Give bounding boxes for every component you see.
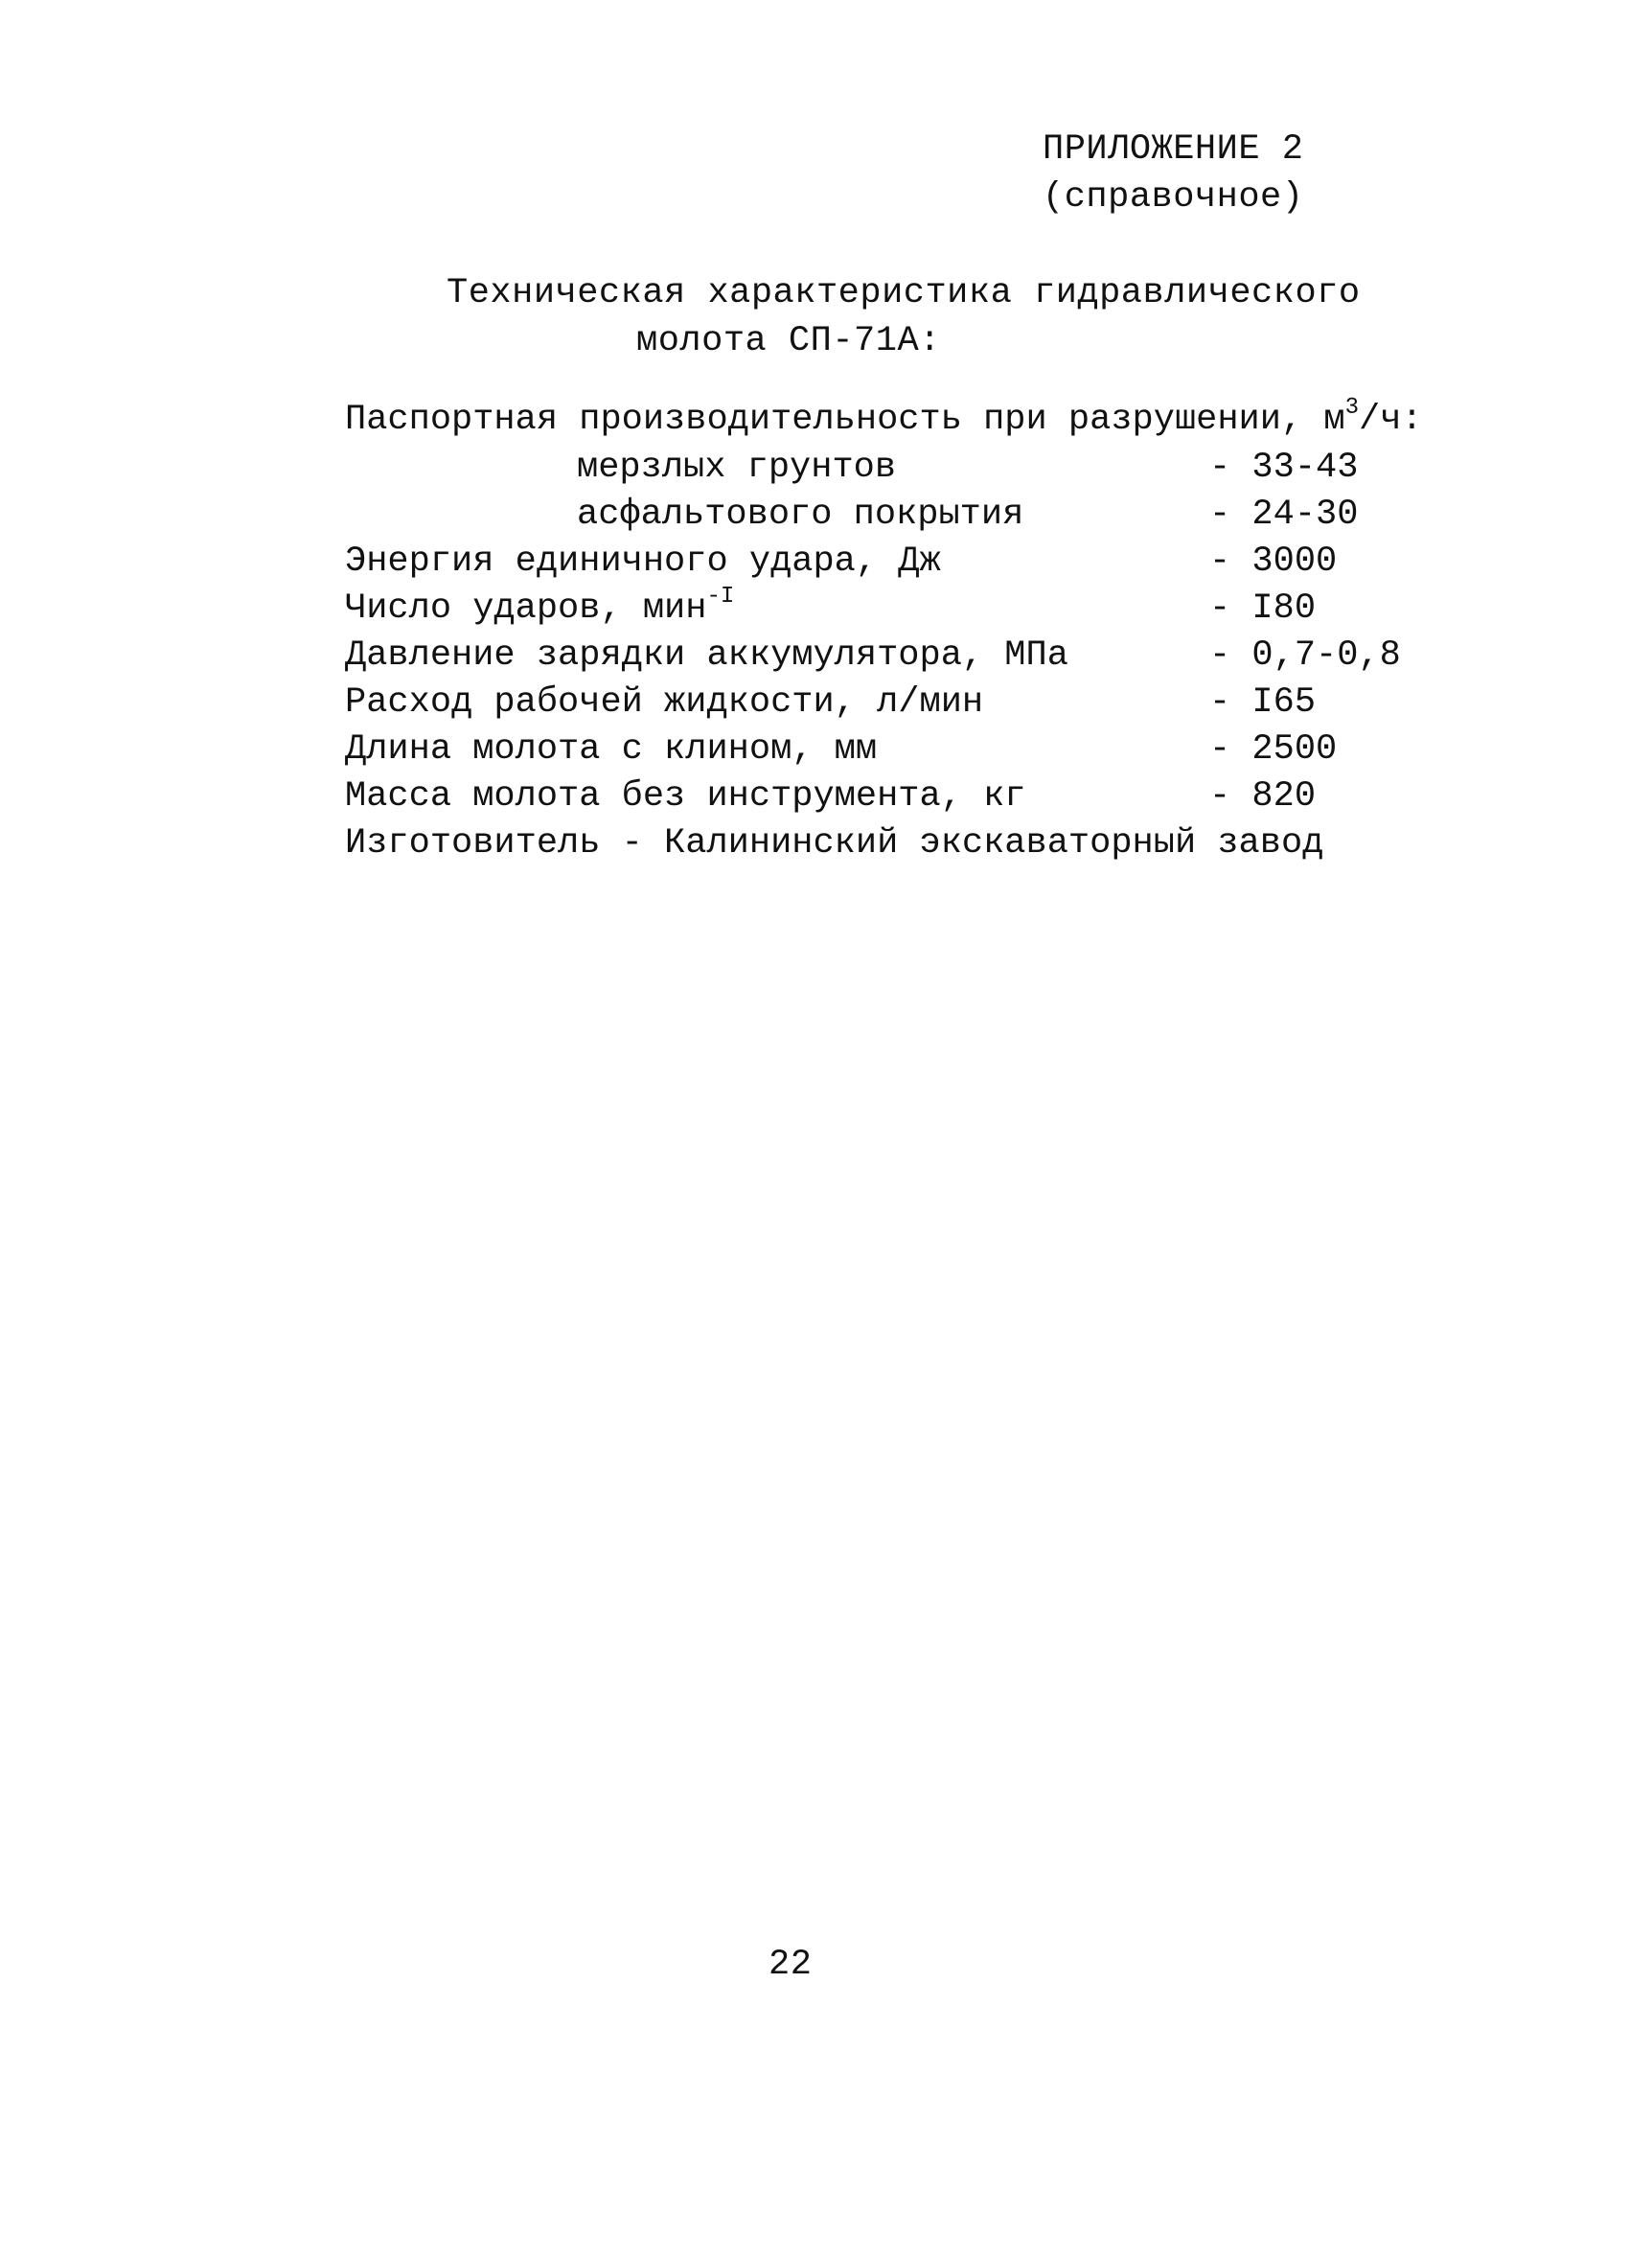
spec-asphalt-name: асфальтового покрытия: [577, 495, 1024, 535]
spec-productivity-label: [345, 395, 1423, 440]
page-number: 22: [769, 1945, 813, 1985]
spec-fluid-flow-value: - I65: [1209, 682, 1317, 723]
spec-frozen-soil-value: - 33-43: [1209, 448, 1359, 488]
appendix-type: (справочное): [1043, 177, 1304, 218]
spec-hammer-mass-value: - 820: [1209, 776, 1317, 817]
spec-hammer-length-value: - 2500: [1209, 729, 1338, 770]
title-line-2: молота СП-71А:: [636, 321, 941, 361]
spec-productivity-suffix: /ч:: [1358, 400, 1423, 440]
spec-hammer-mass-name: Масса молота без инструмента, кг: [345, 776, 1026, 817]
spec-hammer-length-name: Длина молота с клином, мм: [345, 729, 878, 770]
spec-productivity-superscript: 3: [1344, 395, 1359, 421]
spec-impact-energy-value: - 3000: [1209, 542, 1338, 582]
spec-blow-rate-name: [345, 584, 735, 629]
spec-blow-rate-superscript: -I: [706, 584, 735, 610]
spec-blow-rate-value: - I80: [1209, 588, 1317, 629]
spec-asphalt-value: - 24-30: [1209, 495, 1359, 535]
spec-accumulator-pressure-value: - 0,7-0,8: [1209, 635, 1401, 676]
spec-manufacturer: Изготовитель - Калининский экскаваторный завод: [345, 823, 1324, 864]
title-line-1: Техническая характеристика гидравлического: [447, 273, 1361, 313]
spec-fluid-flow-name: Расход рабочей жидкости, л/мин: [345, 682, 984, 723]
spec-blow-rate-prefix: Число ударов, мин: [345, 588, 707, 629]
spec-productivity-prefix: Паспортная производительность при разрушении, м: [345, 400, 1345, 440]
spec-accumulator-pressure-name: Давление зарядки аккумулятора, МПа: [345, 635, 1068, 676]
spec-impact-energy-name: Энергия единичного удара, Дж: [345, 542, 941, 582]
spec-frozen-soil-name: мерзлых грунтов: [577, 448, 897, 488]
appendix-label: ПРИЛОЖЕНИЕ 2: [1043, 129, 1304, 170]
